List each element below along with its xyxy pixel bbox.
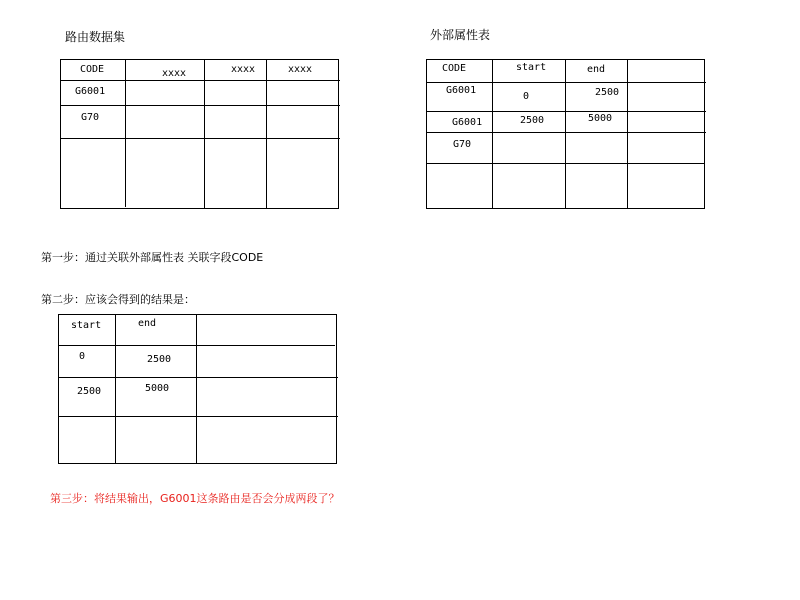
header-code: CODE	[80, 64, 105, 75]
cell-end-2500: 2500	[595, 87, 620, 98]
header-xxxx-3: xxxx	[288, 64, 313, 75]
col-divider	[565, 60, 566, 208]
route-dataset-table	[60, 59, 339, 209]
cell-code-g6001: G6001	[452, 117, 483, 128]
cell-code-g70: G70	[453, 139, 472, 150]
cell-start-0: 0	[79, 351, 86, 362]
header-code: CODE	[442, 63, 467, 74]
cell-code-g70: G70	[81, 112, 100, 123]
col-divider	[125, 60, 126, 207]
col-divider	[196, 315, 197, 463]
col-divider	[627, 60, 628, 208]
row-divider	[61, 138, 340, 139]
row-divider	[427, 111, 706, 112]
header-start: start	[516, 62, 547, 73]
row-divider	[427, 82, 706, 83]
step1-text: 第一步：通过关联外部属性表 关联字段CODE	[41, 251, 264, 264]
cell-end-5000: 5000	[145, 383, 170, 394]
row-divider	[427, 132, 706, 133]
step3-text: 第三步：将结果输出，G6001这条路由是否会分成两段了？	[50, 492, 340, 505]
col-divider	[266, 60, 267, 208]
cell-start-2500: 2500	[77, 386, 102, 397]
cell-start-2500: 2500	[520, 115, 545, 126]
table1-title: 路由数据集	[65, 30, 126, 44]
col-divider	[204, 60, 205, 208]
cell-start-0: 0	[523, 91, 530, 102]
step2-text: 第二步：应该会得到的结果是：	[41, 293, 195, 306]
row-divider	[59, 377, 338, 378]
row-divider	[61, 80, 340, 81]
row-divider	[59, 345, 335, 346]
header-start: start	[71, 320, 102, 331]
external-attribute-table	[426, 59, 705, 209]
cell-code-g6001: G6001	[75, 86, 106, 97]
table2-title: 外部属性表	[430, 28, 491, 42]
row-divider	[61, 105, 340, 106]
row-divider	[59, 416, 338, 417]
col-divider	[115, 315, 116, 464]
col-divider	[492, 60, 493, 208]
cell-code-g6001: G6001	[446, 85, 477, 96]
cell-end-5000: 5000	[588, 113, 613, 124]
header-xxxx-2: xxxx	[231, 64, 256, 75]
cell-end-2500: 2500	[147, 354, 172, 365]
result-table	[58, 314, 337, 464]
header-end: end	[587, 64, 606, 75]
header-end: end	[138, 318, 157, 329]
header-xxxx-1: xxxx	[162, 68, 187, 79]
